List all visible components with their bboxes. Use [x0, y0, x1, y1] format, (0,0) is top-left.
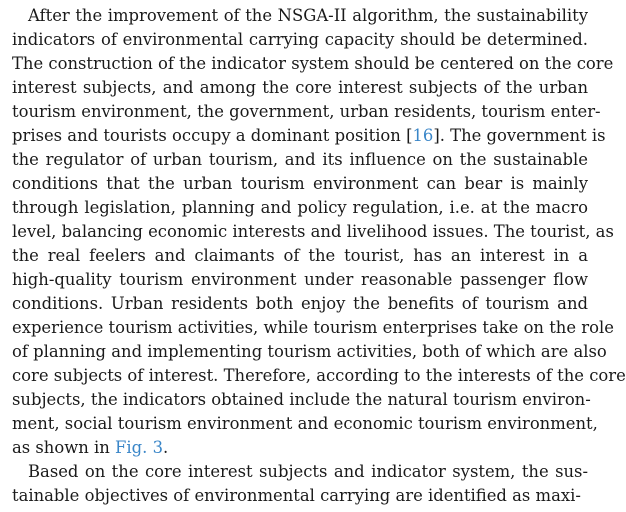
- text-run: subjects, the indicators obtained include the natural tourism environ-: [12, 390, 591, 409]
- text-run: prises and tourists occupy a dominant position [: [12, 126, 413, 145]
- text-run: through legislation, planning and policy regulation, i.e. at the macro: [12, 198, 588, 217]
- text-run: tourism environment, the government, urban residents, tourism enter-: [12, 102, 601, 121]
- paragraph-1-line: [12, 172, 588, 196]
- text-run: the regulator of urban tourism, and its influence on the sustainable: [12, 150, 588, 169]
- text-run: as shown in: [12, 438, 116, 457]
- text-run: conditions. Urban residents both enjoy the benefits of tourism and: [12, 294, 588, 313]
- text-run: Based on the core interest subjects and indicator system, the sus-: [28, 462, 588, 481]
- text-run: The construction of the indicator system should be centered on the core: [12, 54, 614, 73]
- text-run: tainable objectives of environmental carrying are identified as maxi-: [12, 486, 581, 505]
- paragraph-1-line: [12, 4, 588, 28]
- paragraph-1-line: [12, 244, 588, 268]
- text-run: of planning and implementing tourism activities, both of which are also: [12, 342, 607, 361]
- text-run: core subjects of interest. Therefore, according to the interests of the core: [12, 366, 626, 385]
- text-run: interest subjects, and among the core interest subjects of the urban: [12, 78, 588, 97]
- text-run: After the improvement of the NSGA-II algorithm, the sustainability: [28, 6, 588, 25]
- paragraph-1-line: [12, 292, 588, 316]
- text-run: ment, social tourism environment and economic tourism environment,: [12, 414, 598, 433]
- paragraph-1-line: [12, 364, 626, 388]
- paragraph-1-line: [12, 412, 598, 436]
- paragraph-1-line: [12, 268, 588, 292]
- paragraph-2-line: [12, 484, 588, 508]
- text-run: ]. The government is: [433, 126, 606, 145]
- text-run: .: [163, 438, 169, 457]
- paragraph-1-line: [12, 100, 601, 124]
- paragraph-2-line: [12, 460, 588, 484]
- citation-link[interactable]: Fig. 3: [115, 438, 164, 457]
- paragraph-1-line: [12, 76, 588, 100]
- citation-link[interactable]: 16: [412, 126, 434, 145]
- paragraph-1-line: [12, 52, 614, 76]
- paragraph-1-line: [12, 220, 614, 244]
- paragraph-1-line: [12, 196, 588, 220]
- text-run: level, balancing economic interests and livelihood issues. The tourist, as: [12, 222, 614, 241]
- text-run: experience tourism activities, while tourism enterprises take on the role: [12, 318, 614, 337]
- paragraph-1-line: [12, 316, 614, 340]
- paragraph-1-line: [12, 388, 591, 412]
- text-run: conditions that the urban tourism environment can bear is mainly: [12, 174, 588, 193]
- text-run: the real feelers and claimants of the tourist, has an interest in a: [12, 246, 588, 265]
- text-run: indicators of environmental carrying capacity should be determined.: [12, 30, 588, 49]
- paragraph-1-line: [12, 148, 588, 172]
- paragraph-1-line: [12, 340, 607, 364]
- text-run: high-quality tourism environment under reasonable passenger flow: [12, 270, 588, 289]
- paragraph-1-line: [12, 28, 588, 52]
- paragraph-1-line: [12, 436, 588, 460]
- paragraph-1-line: [12, 124, 606, 148]
